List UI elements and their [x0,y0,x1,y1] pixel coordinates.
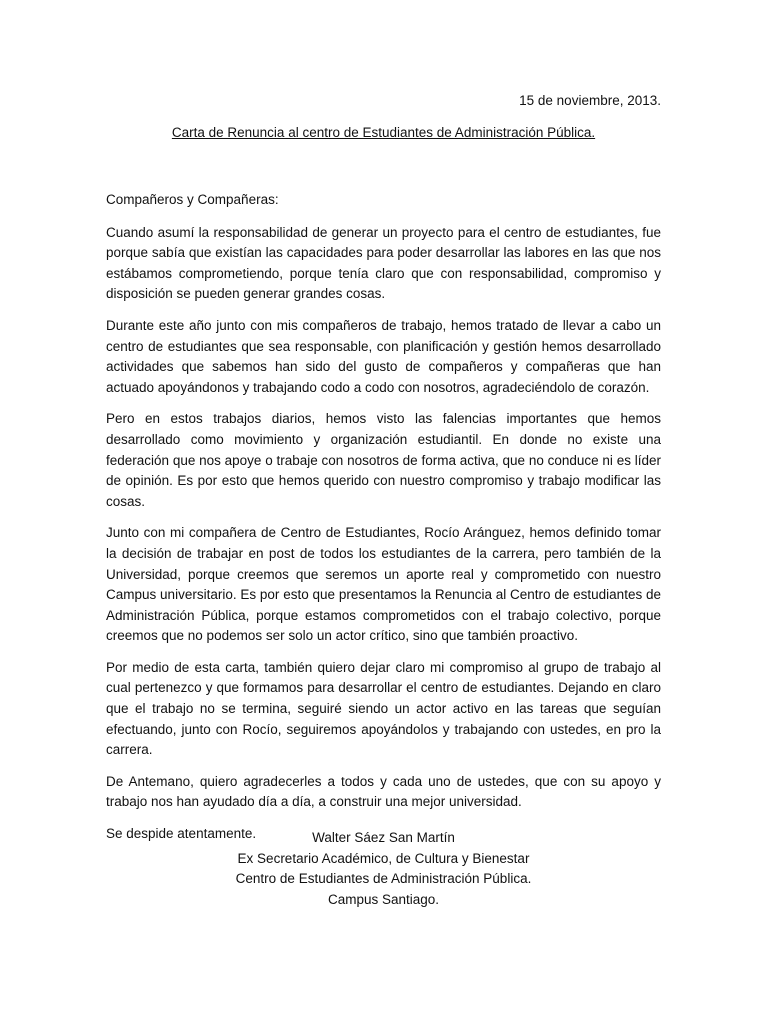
letter-paragraph: Por medio de esta carta, también quiero dejar claro mi compromiso al grupo de trabajo al cual pertenezco y que formamos para desarrollar el centro de estudiantes. Dejando en claro que el trabajo no se termina, seguiré siendo un actor activo en las tareas que seguían efectuando, junto con Rocío, seguiremos apoyándolos y trabajando con ustedes, en pro la carrera. [106,659,661,758]
signature-position: Ex Secretario Académico, de Cultura y Bienestar [237,850,530,866]
signature-block [106,828,661,910]
letter-date: 15 de noviembre, 2013. [519,93,661,108]
letter-paragraph: De Antemano, quiero agradecerles a todos y cada uno de ustedes, que con su apoyo y trabajo nos han ayudado día a día, a construir una mejor universidad. [106,773,661,810]
letter-closing: Se despide atentamente. [106,826,257,842]
letter-title: Carta de Renuncia al centro de Estudiantes de Administración Pública. [171,125,596,140]
letter-greeting: Compañeros y Compañeras: [106,192,279,207]
signature-name: Walter Sáez San Martín [312,830,455,845]
letter-paragraph: Junto con mi compañera de Centro de Estudiantes, Rocío Aránguez, hemos definido tomar la decisión de trabajar en post de todos los estudiantes de la carrera, pero también de la Universidad, porque creemos que seremos un aporte real y comprometido con nuestro Campus universitario. Es por esto que presentamos la Renuncia al Centro de estudiantes de Administración Pública, porque estamos comprometidos con el trabajo colectivo, porque creemos que no podemos ser solo un actor crítico, sino que también proactivo. [106,525,661,644]
letter-paragraph: Durante este año junto con mis compañeros de trabajo, hemos tratado de llevar a cabo un centro de estudiantes que sea responsable, con planificación y gestión hemos desarrollado actividades que sabemos han sido del gusto de compañeros y compañeras que han actuado apoyándonos y trabajando codo a codo con nosotros, agradeciéndolo de corazón. [106,317,661,395]
letter-paragraph: Pero en estos trabajos diarios, hemos visto las falencias importantes que hemos desarrollado como movimiento y organización estudiantil. En donde no existe una federación que nos apoye o trabaje con nosotros de forma activa, que no conduce ni es líder de opinión. Es por esto que hemos querido con nuestro compromiso y trabajo modificar las cosas. [106,411,661,509]
signature-organization: Centro de Estudiantes de Administración Pública. [235,871,532,886]
signature-campus: Campus Santiago. [327,891,440,907]
letter-body [106,190,661,856]
letter-paragraph: Cuando asumí la responsabilidad de generar un proyecto para el centro de estudiantes, fue porque sabía que existían las capacidades para poder desarrollar las labores en las que nos estábamos comprometiendo, porque tenía claro que con responsabilidad, compromiso y disposición se pueden generar grandes cosas. [106,224,661,302]
letter-page [106,0,661,1024]
